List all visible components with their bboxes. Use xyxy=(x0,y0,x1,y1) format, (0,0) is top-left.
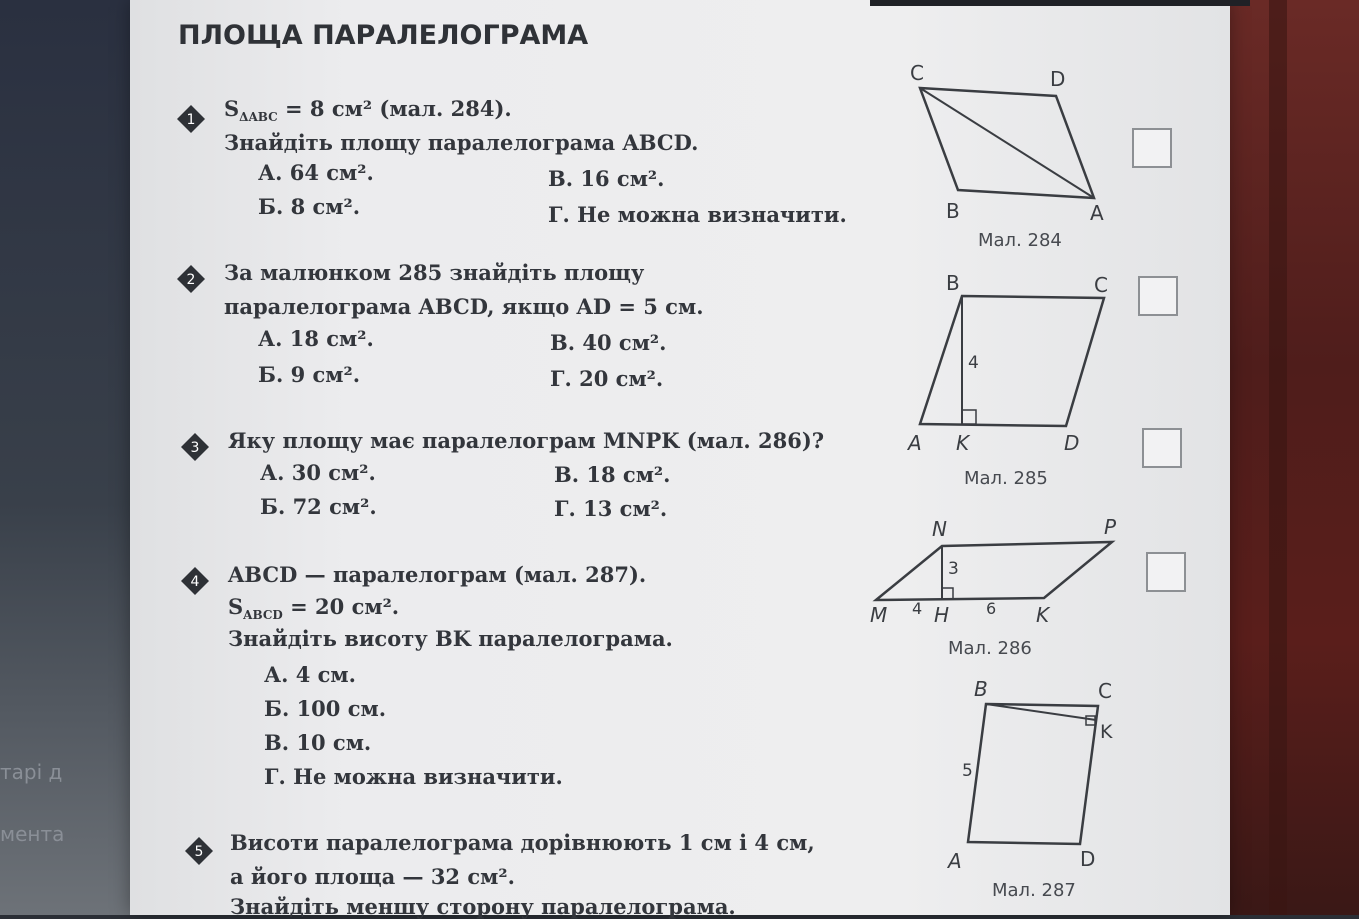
q2-line2: паралелограма ABCD, якщо AD = 5 см. xyxy=(224,294,704,319)
side-value-label: 5 xyxy=(962,761,973,781)
vertex-m-label: M xyxy=(870,603,888,627)
side-text-2: мента xyxy=(0,822,65,846)
figure-285 xyxy=(900,266,1120,466)
q5-line3: Знайдіть меншу сторону паралелограма. xyxy=(230,894,736,919)
parallelogram-mnpk xyxy=(876,542,1112,600)
q1-option-b: Б. 8 см². xyxy=(258,194,361,219)
vertex-d-label: D xyxy=(1050,67,1066,91)
caption-287: Мал. 287 xyxy=(992,880,1076,901)
parallelogram-abcd xyxy=(968,704,1098,844)
q2-line1: За малюнком 285 знайдіть площу xyxy=(224,260,645,285)
figure-287 xyxy=(946,676,1126,876)
vertex-c-label: C xyxy=(1094,273,1108,297)
q4-line2 xyxy=(228,594,399,622)
parallelogram-abcd xyxy=(920,296,1104,426)
segment-mh-label: 4 xyxy=(912,599,923,618)
q4-option-g: Г. Не можна визначити. xyxy=(264,764,563,789)
q1-option-v: В. 16 см². xyxy=(548,166,665,191)
answer-box-3[interactable] xyxy=(1142,428,1182,468)
q3-option-b: Б. 72 см². xyxy=(260,494,377,519)
height-value-label: 4 xyxy=(968,353,979,373)
q1-task: Знайдіть площу паралелограма ABCD. xyxy=(224,130,699,155)
vertex-b-label: B xyxy=(974,677,988,701)
vertex-c-label: C xyxy=(1098,679,1112,703)
q4-s-sub: ABCD xyxy=(243,608,283,623)
question-number-4-label: 4 xyxy=(190,574,200,590)
q4-option-v: В. 10 см. xyxy=(264,730,372,755)
vertex-b-label: B xyxy=(946,271,960,295)
q4-line1: ABCD — паралелограм (мал. 287). xyxy=(228,562,647,587)
figure-284 xyxy=(900,56,1110,236)
q2-option-g: Г. 20 см². xyxy=(550,366,664,391)
diagonal-ca xyxy=(920,88,1094,198)
q1-option-g: Г. Не можна визначити. xyxy=(548,202,847,227)
answer-box-4[interactable] xyxy=(1146,552,1186,592)
caption-286: Мал. 286 xyxy=(948,638,1032,659)
q3-option-a: А. 30 см². xyxy=(260,460,376,485)
answer-box-1[interactable] xyxy=(1132,128,1172,168)
height-value-label: 3 xyxy=(948,559,959,579)
vertex-a-label: A xyxy=(1090,201,1104,225)
q1-s: S xyxy=(224,96,240,121)
segment-hk-label: 6 xyxy=(986,599,997,618)
figure-286 xyxy=(868,510,1128,630)
question-number-2 xyxy=(176,264,206,294)
q1-statement xyxy=(224,96,512,124)
q4-option-a: А. 4 см. xyxy=(264,662,356,687)
side-text-1: тарі д xyxy=(0,760,63,784)
q3-option-v: В. 18 см². xyxy=(554,462,671,487)
answer-box-2[interactable] xyxy=(1138,276,1178,316)
q2-option-v: В. 40 см². xyxy=(550,330,667,355)
q1-option-a: А. 64 см². xyxy=(258,160,374,185)
q5-line2: а його площа — 32 см². xyxy=(230,864,515,889)
vertex-a-label: A xyxy=(948,849,962,873)
vertex-b-label: B xyxy=(946,199,960,223)
question-number-4 xyxy=(180,566,210,596)
q1-s-sub: ΔABC xyxy=(239,110,278,125)
vertex-c-label: C xyxy=(910,61,924,85)
question-number-1-label: 1 xyxy=(186,112,196,128)
vertex-d-label: D xyxy=(1064,431,1080,455)
point-k-label: K xyxy=(1100,721,1113,743)
vertex-d-label: D xyxy=(1080,847,1096,871)
vertex-n-label: N xyxy=(932,517,947,541)
right-angle-mark xyxy=(962,410,976,424)
q4-s-rest: = 20 см². xyxy=(282,594,400,619)
q2-option-a: А. 18 см². xyxy=(258,326,374,351)
question-number-3-label: 3 xyxy=(190,440,200,456)
q3-option-g: Г. 13 см². xyxy=(554,496,668,521)
background-right xyxy=(1219,0,1359,915)
q4-line3: Знайдіть висоту BK паралелограма. xyxy=(228,626,673,651)
right-angle-mark xyxy=(942,588,953,599)
q5-line1: Висоти паралелограма дорівнюють 1 см і 4 см, xyxy=(230,830,815,855)
question-number-1 xyxy=(176,104,206,134)
q4-s: S xyxy=(228,594,244,619)
q4-option-b: Б. 100 см. xyxy=(264,696,387,721)
question-number-2-label: 2 xyxy=(186,272,196,288)
q3-line1: Яку площу має паралелограм MNPK (мал. 286)? xyxy=(228,428,825,453)
question-number-3 xyxy=(180,432,210,462)
point-k-label: K xyxy=(956,431,970,455)
caption-285: Мал. 285 xyxy=(964,468,1048,489)
q1-s-rest: = 8 см² (мал. 284). xyxy=(277,96,512,121)
caption-284: Мал. 284 xyxy=(978,230,1062,251)
page-title: ПЛОЩА ПАРАЛЕЛОГРАМА xyxy=(178,20,589,51)
point-h-label: H xyxy=(934,603,950,627)
question-number-5 xyxy=(184,836,214,866)
worksheet-page xyxy=(130,0,1230,919)
question-number-5-label: 5 xyxy=(194,844,204,860)
vertex-a-label: A xyxy=(908,431,922,455)
vertex-k-label: K xyxy=(1036,603,1050,627)
q2-option-b: Б. 9 см². xyxy=(258,362,361,387)
vertex-p-label: P xyxy=(1104,515,1117,539)
